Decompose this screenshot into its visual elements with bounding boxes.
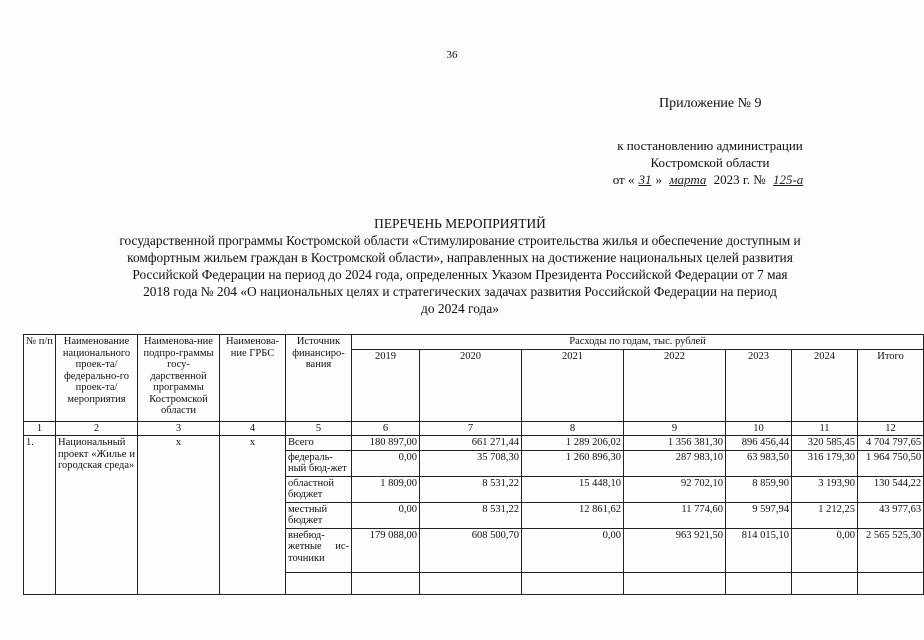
header-total: Итого: [858, 349, 924, 421]
blank-cell: [286, 572, 352, 594]
title-line-5: до 2024 года»: [421, 301, 499, 316]
value-cell: 0,00: [522, 528, 624, 572]
decree-day: 31: [638, 172, 652, 187]
value-cell: 0,00: [792, 528, 858, 572]
title-heading: ПЕРЕЧЕНЬ МЕРОПРИЯТИЙ: [374, 216, 546, 231]
header-num: № п/п: [24, 335, 56, 422]
value-cell: 1 212,25: [792, 502, 858, 528]
header-grbs: Наименова-ние ГРБС: [220, 335, 286, 422]
decree-year: 2023 г. №: [713, 172, 766, 187]
column-number: 3: [138, 421, 220, 436]
column-number: 1: [24, 421, 56, 436]
value-cell: 963 921,50: [624, 528, 726, 572]
value-cell: 814 015,10: [726, 528, 792, 572]
blank-cell: [624, 572, 726, 594]
blank-cell: [858, 572, 924, 594]
header-year: 2022: [624, 349, 726, 421]
header-source: Источник финансиро-вания: [286, 335, 352, 422]
decree-line-1: к постановлению администрации: [617, 138, 803, 153]
blank-cell: [420, 572, 522, 594]
header-expenses: Расходы по годам, тыс. рублей: [352, 335, 924, 350]
value-cell: 0,00: [352, 502, 420, 528]
column-number: 9: [624, 421, 726, 436]
source-label: Всего: [286, 436, 352, 451]
header-year: 2023: [726, 349, 792, 421]
record-project: Национальный проект «Жилье и городская среда»: [56, 436, 138, 595]
value-cell: 8 531,22: [420, 476, 522, 502]
column-number: 5: [286, 421, 352, 436]
source-label: внебюд-жетные ис-точники: [286, 528, 352, 572]
value-cell: 1 289 206,02: [522, 436, 624, 451]
value-cell: 9 597,94: [726, 502, 792, 528]
value-cell: 896 456,44: [726, 436, 792, 451]
value-cell: 12 861,62: [522, 502, 624, 528]
source-label: областной бюджет: [286, 476, 352, 502]
value-cell: 8 859,90: [726, 476, 792, 502]
header-year: 2024: [792, 349, 858, 421]
title-line-3: Российской Федерации на период до 2024 года, определенных Указом Президента Российской Федерации от 7 мая: [132, 267, 788, 282]
value-cell: 43 977,63: [858, 502, 924, 528]
value-cell: 1 356 381,30: [624, 436, 726, 451]
decree-line-3: [560, 171, 860, 188]
column-number-row: [24, 421, 924, 436]
value-cell: 4 704 797,65: [858, 436, 924, 451]
decree-from: от «: [612, 172, 635, 187]
decree-number: 125-а: [772, 172, 804, 187]
value-cell: 608 500,70: [420, 528, 522, 572]
blank-cell: [726, 572, 792, 594]
source-label: местный бюджет: [286, 502, 352, 528]
column-number: 2: [56, 421, 138, 436]
value-cell: 92 702,10: [624, 476, 726, 502]
header-year: 2021: [522, 349, 624, 421]
header-row-1: [24, 335, 924, 350]
title-line-1: государственной программы Костромской области «Стимулирование строительства жилья и обеспечение доступным и: [119, 233, 801, 248]
measures-table: [23, 334, 924, 595]
value-cell: 3 193,90: [792, 476, 858, 502]
column-number: 7: [420, 421, 522, 436]
value-cell: 287 983,10: [624, 450, 726, 476]
value-cell: 0,00: [352, 450, 420, 476]
value-cell: 11 774,60: [624, 502, 726, 528]
value-cell: 1 809,00: [352, 476, 420, 502]
header-year: 2020: [420, 349, 522, 421]
value-cell: 8 531,22: [420, 502, 522, 528]
value-cell: 661 271,44: [420, 436, 522, 451]
decree-line-2: Костромской области: [650, 155, 770, 170]
value-cell: 63 983,50: [726, 450, 792, 476]
record-subprogram: х: [138, 436, 220, 595]
value-cell: 316 179,30: [792, 450, 858, 476]
title-line-2: комфортным жильем граждан в Костромской области», направленных на достижение национальных целей развития: [127, 250, 793, 265]
value-cell: 1 964 750,50: [858, 450, 924, 476]
decree-month: марта: [669, 172, 707, 187]
blank-cell: [522, 572, 624, 594]
appendix-label: Приложение № 9: [659, 96, 762, 111]
page-number: 36: [446, 49, 458, 61]
column-number: 11: [792, 421, 858, 436]
decree-reference: [560, 137, 860, 188]
value-cell: 15 448,10: [522, 476, 624, 502]
column-number: 12: [858, 421, 924, 436]
table-row: [24, 436, 924, 451]
value-cell: 180 897,00: [352, 436, 420, 451]
header-year: 2019: [352, 349, 420, 421]
header-subprogram: Наименова-ние подпро-граммы госу-дарственной программы Костромской области: [138, 335, 220, 422]
title-line-4: 2018 года № 204 «О национальных целях и стратегических задачах развития Российской Федерации на период: [143, 284, 777, 299]
source-label: федераль-ный бюд-жет: [286, 450, 352, 476]
record-grbs: х: [220, 436, 286, 595]
value-cell: 179 088,00: [352, 528, 420, 572]
document-title: [50, 215, 870, 317]
column-number: 6: [352, 421, 420, 436]
column-number: 8: [522, 421, 624, 436]
column-number: 4: [220, 421, 286, 436]
value-cell: 2 565 525,30: [858, 528, 924, 572]
blank-cell: [352, 572, 420, 594]
header-project: Наименование национального проек-та/федерально-го проек-та/мероприятия: [56, 335, 138, 422]
record-num: 1.: [24, 436, 56, 595]
blank-cell: [792, 572, 858, 594]
value-cell: 1 260 896,30: [522, 450, 624, 476]
column-number: 10: [726, 421, 792, 436]
value-cell: 130 544,22: [858, 476, 924, 502]
value-cell: 35 708,30: [420, 450, 522, 476]
decree-quote-close: »: [655, 172, 662, 187]
value-cell: 320 585,45: [792, 436, 858, 451]
